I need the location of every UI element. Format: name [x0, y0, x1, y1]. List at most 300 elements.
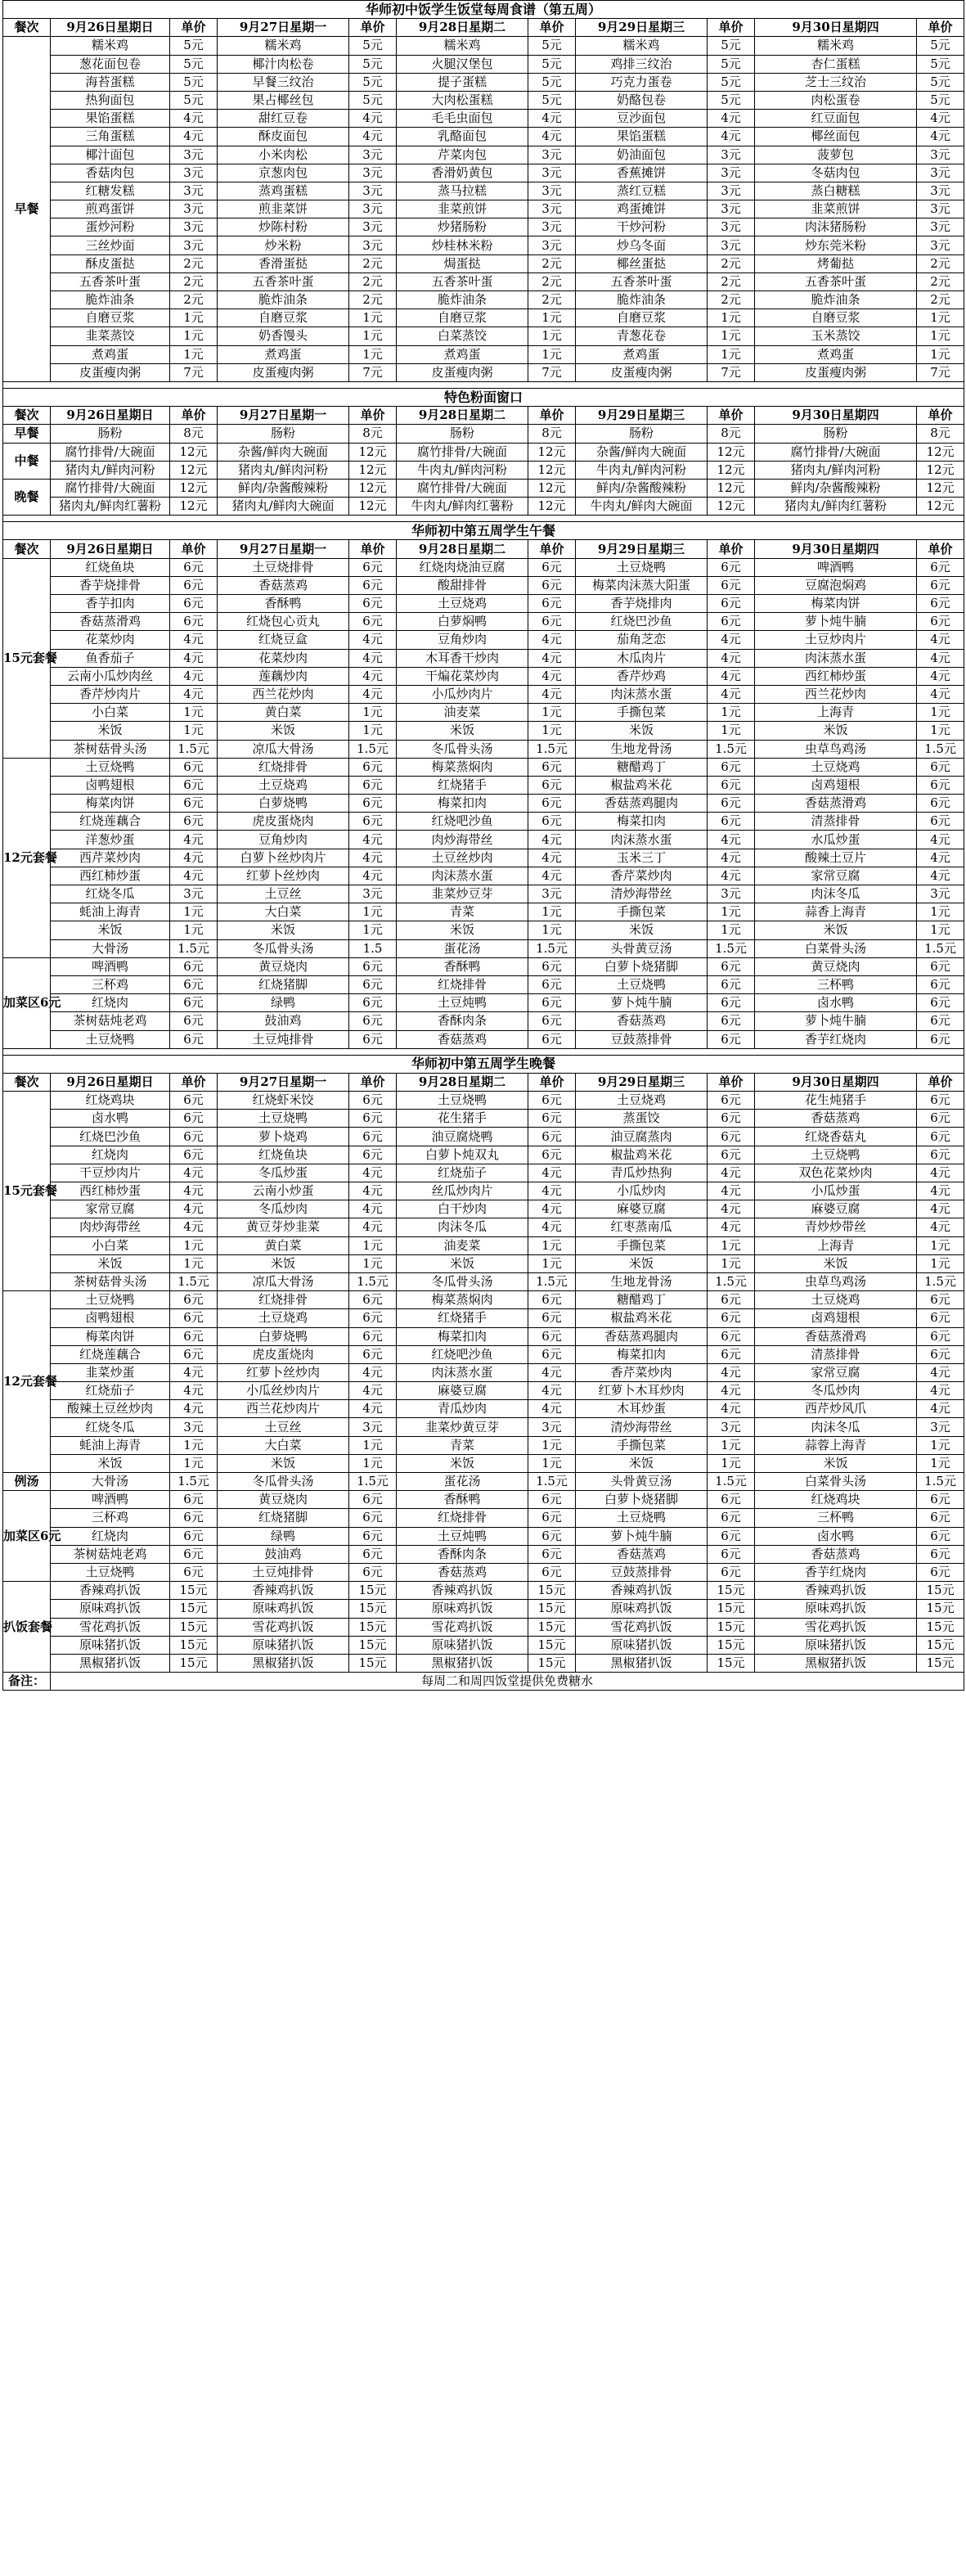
day-header: 9月28日星期二 [397, 407, 528, 425]
dish-price: 4元 [708, 1164, 755, 1182]
dish-name: 芝士三纹治 [755, 73, 917, 91]
dish-price: 1元 [170, 309, 218, 327]
dish-name: 土豆烧鸭 [51, 1291, 170, 1309]
dish-price: 4元 [528, 1400, 576, 1418]
dish-name: 红烧香菇丸 [755, 1128, 917, 1146]
dish-name: 土豆丝 [218, 885, 349, 903]
dish-price: 3元 [528, 1418, 576, 1436]
dish-name: 椒盐鸡米花 [576, 776, 708, 794]
dish-price: 3元 [917, 236, 964, 254]
dish-price: 1.5元 [170, 1272, 218, 1290]
dish-price: 1元 [917, 903, 964, 921]
dish-price: 8元 [708, 425, 755, 443]
dish-price: 6元 [170, 576, 218, 594]
menu-row [3, 309, 964, 327]
dish-price: 1元 [528, 722, 576, 740]
dish-name: 红烧莲藕合 [51, 1345, 170, 1363]
dish-price: 1元 [917, 722, 964, 740]
dish-name: 红烧猪脚 [218, 1509, 349, 1527]
dish-name: 土豆烧鸭 [576, 558, 708, 576]
dish-name: 皮蛋瘦肉粥 [397, 363, 528, 381]
day-header: 9月27日星期一 [218, 540, 349, 558]
dish-price: 6元 [528, 1110, 576, 1128]
menu-row [3, 1509, 964, 1527]
dish-price: 4元 [349, 849, 397, 867]
dish-price: 4元 [528, 849, 576, 867]
dish-price: 15元 [170, 1654, 218, 1672]
dish-price: 12元 [708, 443, 755, 461]
menu-row [3, 1345, 964, 1363]
dish-name: 糯米鸡 [51, 37, 170, 55]
dish-name: 西芹菜炒肉 [51, 849, 170, 867]
price-header: 单价 [349, 407, 397, 425]
dish-name: 双色花菜炒肉 [755, 1164, 917, 1182]
dish-name: 家常豆腐 [755, 1363, 917, 1381]
dish-price: 3元 [917, 146, 964, 164]
menu-row [3, 73, 964, 91]
dish-price: 6元 [708, 1309, 755, 1327]
dish-name: 奶香馒头 [218, 327, 349, 345]
dish-price: 1.5元 [528, 740, 576, 758]
dish-name: 炒桂林米粉 [397, 236, 528, 254]
dish-name: 蒜蓉上海青 [755, 1436, 917, 1454]
dish-name: 米饭 [397, 1454, 528, 1472]
dish-price: 6元 [708, 776, 755, 794]
dish-name: 红糖发糕 [51, 182, 170, 200]
menu-row [3, 1418, 964, 1436]
dish-name: 猪肉丸/鲜肉红薯粉 [755, 498, 917, 516]
dish-name: 黑椒猪扒饭 [755, 1654, 917, 1672]
dish-price: 6元 [528, 1327, 576, 1345]
dish-price: 3元 [917, 218, 964, 236]
dish-name: 牛肉丸/鲜肉红薯粉 [397, 498, 528, 516]
dish-price: 6元 [708, 558, 755, 576]
dish-price: 12元 [917, 461, 964, 479]
dish-price: 5元 [170, 91, 218, 109]
dish-price: 1元 [170, 1236, 218, 1254]
day-header: 9月26日星期日 [51, 540, 170, 558]
menu-row [3, 939, 964, 957]
dish-price: 15元 [917, 1582, 964, 1600]
dish-price: 4元 [349, 685, 397, 703]
dish-price: 6元 [170, 1110, 218, 1128]
dish-name: 肠粉 [397, 425, 528, 443]
dish-name: 白萝卜炖双丸 [397, 1146, 528, 1164]
dish-name: 土豆烧鸭 [755, 1146, 917, 1164]
dish-name: 炒陈村粉 [218, 218, 349, 236]
menu-row [3, 272, 964, 290]
dish-price: 4元 [917, 1182, 964, 1200]
dish-name: 黄豆烧肉 [218, 1491, 349, 1509]
footer-note: 每周二和周四饭堂提供免费糖水 [51, 1673, 964, 1691]
dish-name: 家常豆腐 [51, 1200, 170, 1218]
dish-name: 鲜肉/杂酱酸辣粉 [576, 479, 708, 497]
dish-name: 萝卜炖牛腩 [755, 1012, 917, 1030]
dish-name: 红烧鸡块 [51, 1092, 170, 1110]
menu-row [3, 975, 964, 993]
dish-name: 脆炸油条 [51, 291, 170, 309]
dish-name: 皮蛋瘦肉粥 [218, 363, 349, 381]
dish-price: 4元 [708, 631, 755, 649]
dish-name: 毛毛虫面包 [397, 110, 528, 128]
menu-row [3, 649, 964, 667]
dish-price: 6元 [349, 957, 397, 975]
dish-name: 米饭 [576, 921, 708, 939]
weekly-menu-table [2, 0, 964, 1691]
dish-name: 手撕包菜 [576, 704, 708, 722]
dish-price: 4元 [917, 831, 964, 849]
dish-name: 西红柿炒蛋 [755, 667, 917, 685]
dish-price: 15元 [349, 1618, 397, 1636]
dish-name: 香芋烧排肉 [576, 595, 708, 613]
dish-price: 1.5元 [708, 1272, 755, 1290]
dish-price: 6元 [708, 957, 755, 975]
dish-price: 6元 [917, 1128, 964, 1146]
dish-name: 豆角炒肉 [397, 631, 528, 649]
dish-price: 12元 [917, 498, 964, 516]
dish-name: 香芋烧排骨 [51, 576, 170, 594]
dish-name: 青瓜炒热狗 [576, 1164, 708, 1182]
dish-name: 雪花鸡扒饭 [576, 1618, 708, 1636]
dish-name: 原味鸡扒饭 [397, 1600, 528, 1618]
dish-price: 15元 [528, 1654, 576, 1672]
dish-name: 杏仁蛋糕 [755, 55, 917, 73]
dish-name: 小米肉松 [218, 146, 349, 164]
dish-name: 酸甜排骨 [397, 576, 528, 594]
dish-price: 4元 [528, 1382, 576, 1400]
dish-name: 原味猪扒饭 [397, 1636, 528, 1654]
meal-header: 餐次 [3, 407, 51, 425]
dish-price: 4元 [349, 1164, 397, 1182]
dish-price: 3元 [170, 200, 218, 218]
dish-price: 1元 [349, 903, 397, 921]
dish-price: 8元 [917, 425, 964, 443]
dish-name: 干豆炒肉片 [51, 1164, 170, 1182]
dish-price: 6元 [528, 994, 576, 1012]
dish-name: 土豆烧鸭 [218, 1110, 349, 1128]
dish-name: 鸡蛋摊饼 [576, 200, 708, 218]
dish-name: 煮鸡蛋 [576, 345, 708, 363]
menu-row [3, 685, 964, 703]
dish-name: 原味猪扒饭 [218, 1636, 349, 1654]
dish-name: 甜红豆卷 [218, 110, 349, 128]
dish-price: 2元 [528, 254, 576, 272]
menu-row [3, 1146, 964, 1164]
dish-price: 4元 [170, 685, 218, 703]
price-header: 单价 [349, 540, 397, 558]
dish-name: 白菜骨头汤 [755, 1473, 917, 1491]
dish-name: 三丝炒面 [51, 236, 170, 254]
meal-group-label: 中餐 [3, 443, 51, 479]
dish-name: 黄豆芽炒韭菜 [218, 1218, 349, 1236]
dish-price: 6元 [349, 613, 397, 631]
dish-price: 4元 [708, 649, 755, 667]
dish-price: 1元 [708, 722, 755, 740]
dish-price: 6元 [349, 1110, 397, 1128]
dish-price: 4元 [708, 1363, 755, 1381]
dish-price: 6元 [917, 1345, 964, 1363]
dish-price: 6元 [349, 1563, 397, 1581]
dish-name: 清炒海带丝 [576, 1418, 708, 1436]
menu-row [3, 236, 964, 254]
dish-price: 12元 [917, 479, 964, 497]
dish-name: 土豆烧鸡 [755, 758, 917, 776]
dish-price: 4元 [528, 1218, 576, 1236]
dish-name: 米饭 [218, 722, 349, 740]
dish-name: 腐竹排骨/大碗面 [51, 443, 170, 461]
dish-price: 4元 [708, 1400, 755, 1418]
menu-row [3, 903, 964, 921]
dish-price: 2元 [528, 291, 576, 309]
menu-row [3, 498, 964, 516]
dish-price: 3元 [349, 885, 397, 903]
dish-name: 手撕包菜 [576, 903, 708, 921]
lunch-header-row [3, 540, 964, 558]
dish-price: 6元 [708, 1030, 755, 1048]
dish-price: 5元 [708, 37, 755, 55]
price-header: 单价 [917, 540, 964, 558]
dish-price: 6元 [708, 1128, 755, 1146]
dish-name: 煎鸡蛋饼 [51, 200, 170, 218]
dish-name: 鼓油鸡 [218, 1012, 349, 1030]
dish-price: 6元 [528, 1146, 576, 1164]
dish-price: 1元 [528, 921, 576, 939]
dish-price: 6元 [170, 994, 218, 1012]
dish-name: 莲藕炒肉 [218, 667, 349, 685]
dish-price: 6元 [708, 1491, 755, 1509]
dish-price: 1元 [917, 1254, 964, 1272]
day-header: 9月30日星期四 [755, 407, 917, 425]
dish-price: 1.5元 [708, 1473, 755, 1491]
dish-name: 黄白菜 [218, 704, 349, 722]
menu-row [3, 1092, 964, 1110]
dish-name: 豆沙面包 [576, 110, 708, 128]
dish-price: 5元 [917, 37, 964, 55]
day-header: 9月30日星期四 [755, 540, 917, 558]
menu-row [3, 164, 964, 182]
dish-name: 土豆烧鸡 [755, 1291, 917, 1309]
dish-price: 6元 [917, 1012, 964, 1030]
dish-price: 12元 [170, 443, 218, 461]
dish-price: 3元 [528, 236, 576, 254]
dish-name: 冬瓜骨头汤 [397, 740, 528, 758]
dish-name: 腐竹排骨/大碗面 [397, 443, 528, 461]
dish-name: 虎皮蛋烧肉 [218, 813, 349, 831]
dish-name: 豆腐泡焖鸡 [755, 576, 917, 594]
dish-price: 4元 [708, 685, 755, 703]
dish-name: 椰汁肉松卷 [218, 55, 349, 73]
dish-price: 2元 [708, 272, 755, 290]
dish-price: 6元 [917, 957, 964, 975]
dish-price: 6元 [349, 776, 397, 794]
dish-name: 卤鸭翅根 [51, 776, 170, 794]
dish-price: 1.5元 [170, 1473, 218, 1491]
menu-row [3, 182, 964, 200]
dish-price: 6元 [349, 1012, 397, 1030]
dish-name: 红烧巴沙鱼 [51, 1128, 170, 1146]
dish-name: 巧克力蛋卷 [576, 73, 708, 91]
dish-name: 焗蛋挞 [397, 254, 528, 272]
dish-name: 糯米鸡 [576, 37, 708, 55]
dish-price: 4元 [917, 685, 964, 703]
dish-price: 4元 [349, 128, 397, 146]
dish-name: 煮鸡蛋 [51, 345, 170, 363]
dish-name: 虎皮蛋烧肉 [218, 1345, 349, 1363]
dish-price: 1元 [917, 704, 964, 722]
dish-name: 红萝卜丝炒肉 [218, 867, 349, 885]
dish-name: 杂酱/鲜肉大碗面 [218, 443, 349, 461]
meal-group-label: 15元套餐 [3, 558, 51, 758]
dish-name: 土豆烧鸭 [51, 758, 170, 776]
menu-row [3, 146, 964, 164]
dish-price: 6元 [170, 776, 218, 794]
dish-name: 卤水鸭 [51, 1110, 170, 1128]
price-header: 单价 [349, 1073, 397, 1091]
dish-price: 1元 [170, 1454, 218, 1472]
dish-name: 脆炸油条 [755, 291, 917, 309]
dish-price: 4元 [528, 1182, 576, 1200]
dish-price: 5元 [528, 37, 576, 55]
dish-price: 6元 [917, 975, 964, 993]
dish-name: 茄角芝恋 [576, 631, 708, 649]
dish-price: 3元 [349, 218, 397, 236]
dish-price: 6元 [170, 1291, 218, 1309]
dish-name: 西红柿炒蛋 [51, 867, 170, 885]
dish-price: 4元 [917, 1400, 964, 1418]
dish-price: 1元 [170, 704, 218, 722]
dish-name: 蒸蛋饺 [576, 1110, 708, 1128]
dish-name: 茶树菇炖老鸡 [51, 1012, 170, 1030]
dish-name: 香菇蒸鸡腿肉 [576, 795, 708, 813]
dish-name: 牛肉丸/鲜肉河粉 [397, 461, 528, 479]
dish-name: 红烧排骨 [397, 1509, 528, 1527]
dish-name: 萝卜炖牛腩 [755, 613, 917, 631]
dish-name: 米饭 [218, 1254, 349, 1272]
dish-price: 1元 [170, 327, 218, 345]
dish-name: 水瓜炒蛋 [755, 831, 917, 849]
menu-row [3, 885, 964, 903]
dish-price: 4元 [917, 1382, 964, 1400]
dish-price: 6元 [917, 1563, 964, 1581]
dish-price: 3元 [170, 218, 218, 236]
dish-name: 土豆丝炒肉 [397, 849, 528, 867]
section-gap [3, 1048, 964, 1055]
price-header: 单价 [349, 19, 397, 37]
menu-row [3, 740, 964, 758]
dish-price: 5元 [170, 37, 218, 55]
dish-name: 肠粉 [576, 425, 708, 443]
dish-name: 韭菜煎饼 [755, 200, 917, 218]
dish-name: 生地龙骨汤 [576, 740, 708, 758]
dish-name: 红烧肉烧油豆腐 [397, 558, 528, 576]
dish-price: 6元 [170, 1327, 218, 1345]
dish-name: 热狗面包 [51, 91, 170, 109]
dish-name: 梅菜肉饼 [51, 795, 170, 813]
dish-name: 自磨豆浆 [755, 309, 917, 327]
dish-name: 红烧鸡块 [755, 1491, 917, 1509]
dish-name: 黑椒猪扒饭 [51, 1654, 170, 1672]
dish-name: 米饭 [51, 722, 170, 740]
dish-price: 3元 [349, 182, 397, 200]
dish-price: 6元 [708, 1509, 755, 1527]
dish-price: 3元 [170, 146, 218, 164]
menu-row [3, 443, 964, 461]
dish-price: 4元 [349, 667, 397, 685]
dish-price: 6元 [349, 1030, 397, 1048]
dish-name: 大骨汤 [51, 1473, 170, 1491]
dish-price: 15元 [528, 1582, 576, 1600]
dish-name: 三杯鸡 [51, 1509, 170, 1527]
dish-name: 皮蛋瘦肉粥 [51, 363, 170, 381]
dish-name: 黑椒猪扒饭 [218, 1654, 349, 1672]
dish-name: 红烧肉 [51, 1146, 170, 1164]
dish-price: 15元 [708, 1600, 755, 1618]
menu-row [3, 1254, 964, 1272]
dish-price: 6元 [170, 613, 218, 631]
dish-name: 红烧猪手 [397, 776, 528, 794]
dish-name: 木耳香干炒肉 [397, 649, 528, 667]
dish-price: 12元 [528, 479, 576, 497]
dish-price: 1元 [708, 921, 755, 939]
dish-name: 香辣鸡扒饭 [218, 1582, 349, 1600]
dish-price: 4元 [349, 1400, 397, 1418]
dish-price: 6元 [708, 613, 755, 631]
dish-name: 梅菜扣肉 [576, 1345, 708, 1363]
dish-name: 花生炖猪手 [755, 1092, 917, 1110]
dish-price: 15元 [528, 1636, 576, 1654]
dish-price: 4元 [708, 1382, 755, 1400]
meal-group-label: 加菜区6元 [3, 1491, 51, 1582]
dish-name: 香酥鸭 [397, 1491, 528, 1509]
dish-price: 4元 [170, 1164, 218, 1182]
price-header: 单价 [528, 1073, 576, 1091]
dish-price: 6元 [349, 1291, 397, 1309]
dish-name: 香芋红烧肉 [755, 1030, 917, 1048]
dish-name: 白萝卜烧猪脚 [576, 1491, 708, 1509]
dish-name: 雪花鸡扒饭 [218, 1618, 349, 1636]
dish-price: 3元 [917, 182, 964, 200]
dish-name: 西红柿炒蛋 [51, 1182, 170, 1200]
menu-row [3, 867, 964, 885]
dish-price: 5元 [917, 73, 964, 91]
dish-name: 糯米鸡 [218, 37, 349, 55]
dish-name: 鼓油鸡 [218, 1545, 349, 1563]
dish-name: 土豆烧鸭 [576, 975, 708, 993]
dish-name: 绿鸭 [218, 1527, 349, 1545]
dish-name: 红烧吧沙鱼 [397, 813, 528, 831]
dish-price: 6元 [170, 558, 218, 576]
dish-name: 雪花鸡扒饭 [755, 1618, 917, 1636]
dish-price: 6元 [528, 1545, 576, 1563]
meal-group-label: 12元套餐 [3, 1291, 51, 1473]
dish-name: 京葱肉包 [218, 164, 349, 182]
dish-name: 木耳炒蛋 [576, 1400, 708, 1418]
dish-price: 6元 [349, 1146, 397, 1164]
dish-price: 6元 [708, 576, 755, 594]
dish-name: 葱花面包卷 [51, 55, 170, 73]
dish-price: 1.5元 [349, 740, 397, 758]
dish-name: 香芹菜炒肉 [576, 867, 708, 885]
dish-price: 5元 [917, 55, 964, 73]
dish-price: 7元 [528, 363, 576, 381]
dish-price: 6元 [917, 558, 964, 576]
dish-name: 原味鸡扒饭 [755, 1600, 917, 1618]
dish-name: 大骨汤 [51, 939, 170, 957]
dish-name: 黑椒猪扒饭 [576, 1654, 708, 1672]
menu-row [3, 218, 964, 236]
dish-name: 香芹菜炒肉 [576, 1363, 708, 1381]
dish-name: 米饭 [397, 722, 528, 740]
